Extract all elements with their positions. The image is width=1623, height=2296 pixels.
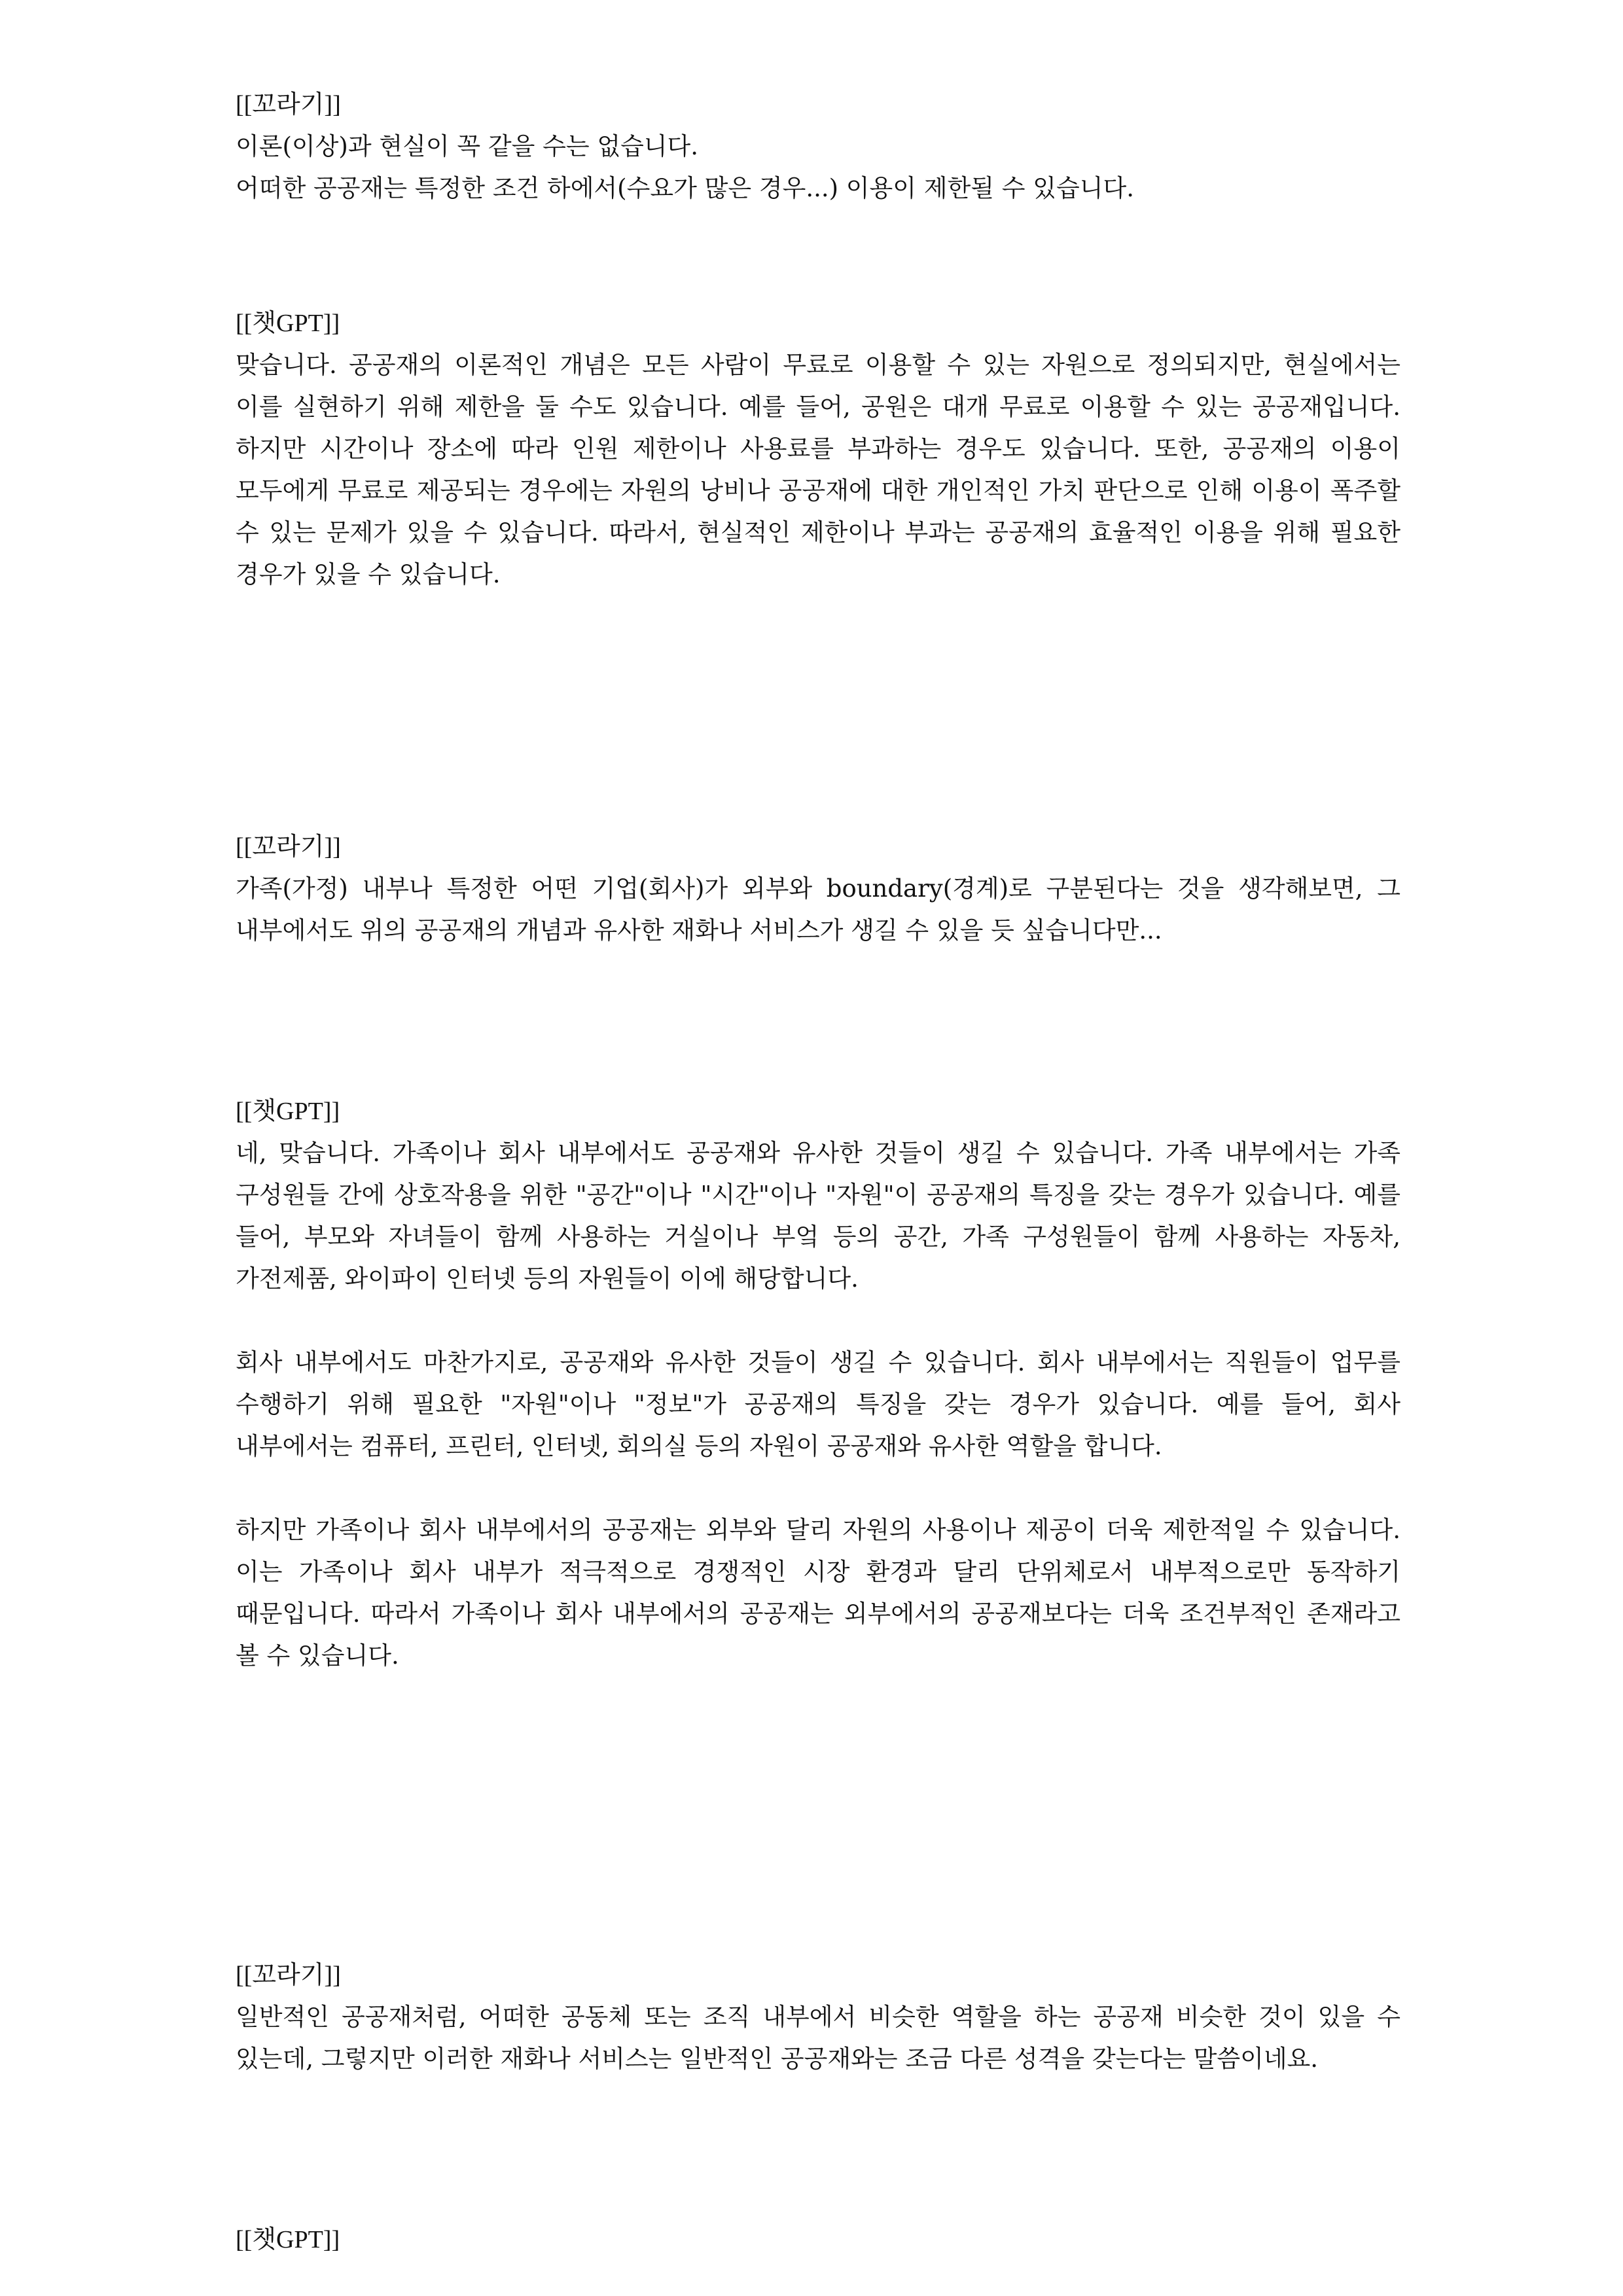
speaker-label: [[챗GPT]] (236, 310, 340, 337)
speaker-label: [[꼬라기]] (236, 1962, 341, 1989)
message-line: 어떠한 공공재는 특정한 조건 하에서(수요가 많은 경우...) 이용이 제한될 수 있습니다. (236, 174, 1135, 202)
message-paragraph: 가족(가정) 내부나 특정한 어떤 기업(회사)가 외부와 boundary(경계)로 구분된다는 것을 생각해보면, 그 내부에서도 위의 공공재의 개념과 유사한 재화나 서비스가 생길 수 있을 듯 싶습니다만... (236, 874, 1400, 944)
dialogue-block-assistant-1 (236, 302, 1400, 596)
dialogue-block-user-1 (236, 84, 1400, 209)
speaker-label: [[챗GPT]] (236, 2226, 340, 2253)
dialogue-block-assistant-2 (236, 1090, 1400, 1677)
dialogue-block-user-3 (236, 1954, 1400, 2080)
message-paragraph: 회사 내부에서도 마찬가지로, 공공재와 유사한 것들이 생길 수 있습니다. 회사 내부에서는 직원들이 업무를 수행하기 위해 필요한 "자원"이나 "정보"가 공공재의 특징을 갖는 경우가 있습니다. 예를 들어, 회사 내부에서는 컴퓨터, 프린터, 인터넷, 회의실 등의 자원이 공공재와 유사한 역할을 합니다. (236, 1348, 1400, 1460)
message-line: 이론(이상)과 현실이 꼭 같을 수는 없습니다. (236, 132, 699, 160)
dialogue-block-assistant-3 (236, 2219, 1400, 2261)
dialogue-block-user-2 (236, 826, 1400, 952)
speaker-label: [[꼬라기]] (236, 91, 341, 118)
speaker-label: [[꼬라기]] (236, 833, 341, 861)
message-paragraph: 하지만 가족이나 회사 내부에서의 공공재는 외부와 달리 자원의 사용이나 제공이 더욱 제한적일 수 있습니다. 이는 가족이나 회사 내부가 적극적으로 경쟁적인 시장 환경과 달리 단위체로서 내부적으로만 동작하기 때문입니다. 따라서 가족이나 회사 내부에서의 공공재는 외부에서의 공공재보다는 더욱 조건부적인 존재라고 볼 수 있습니다. (236, 1516, 1400, 1670)
message-paragraph: 일반적인 공공재처럼, 어떠한 공동체 또는 조직 내부에서 비슷한 역할을 하는 공공재 비슷한 것이 있을 수 있는데, 그렇지만 이러한 재화나 서비스는 일반적인 공공재와는 조금 다른 성격을 갖는다는 말씀이네요. (236, 2003, 1400, 2073)
speaker-label: [[챗GPT]] (236, 1098, 340, 1125)
message-paragraph: 맞습니다. 공공재의 이론적인 개념은 모든 사람이 무료로 이용할 수 있는 자원으로 정의되지만, 현실에서는 이를 실현하기 위해 제한을 둘 수도 있습니다. 예를 들어, 공원은 대개 무료로 이용할 수 있는 공공재입니다. 하지만 시간이나 장소에 따라 인원 제한이나 사용료를 부과하는 경우도 있습니다. 또한, 공공재의 이용이 모두에게 무료로 제공되는 경우에는 자원의 낭비나 공공재에 대한 개인적인 가치 판단으로 인해 이용이 폭주할 수 있는 문제가 있을 수 있습니다. 따라서, 현실적인 제한이나 부과는 공공재의 효율적인 이용을 위해 필요한 경우가 있을 수 있습니다. (236, 351, 1400, 588)
message-paragraph: 네, 맞습니다. 가족이나 회사 내부에서도 공공재와 유사한 것들이 생길 수 있습니다. 가족 내부에서는 가족 구성원들 간에 상호작용을 위한 "공간"이나 "시간"이나 "자원"이 공공재의 특징을 갖는 경우가 있습니다. 예를 들어, 부모와 자녀들이 함께 사용하는 거실이나 부엌 등의 공간, 가족 구성원들이 함께 사용하는 자동차, 가전제품, 와이파이 인터넷 등의 자원들이 이에 해당합니다. (236, 1139, 1400, 1293)
